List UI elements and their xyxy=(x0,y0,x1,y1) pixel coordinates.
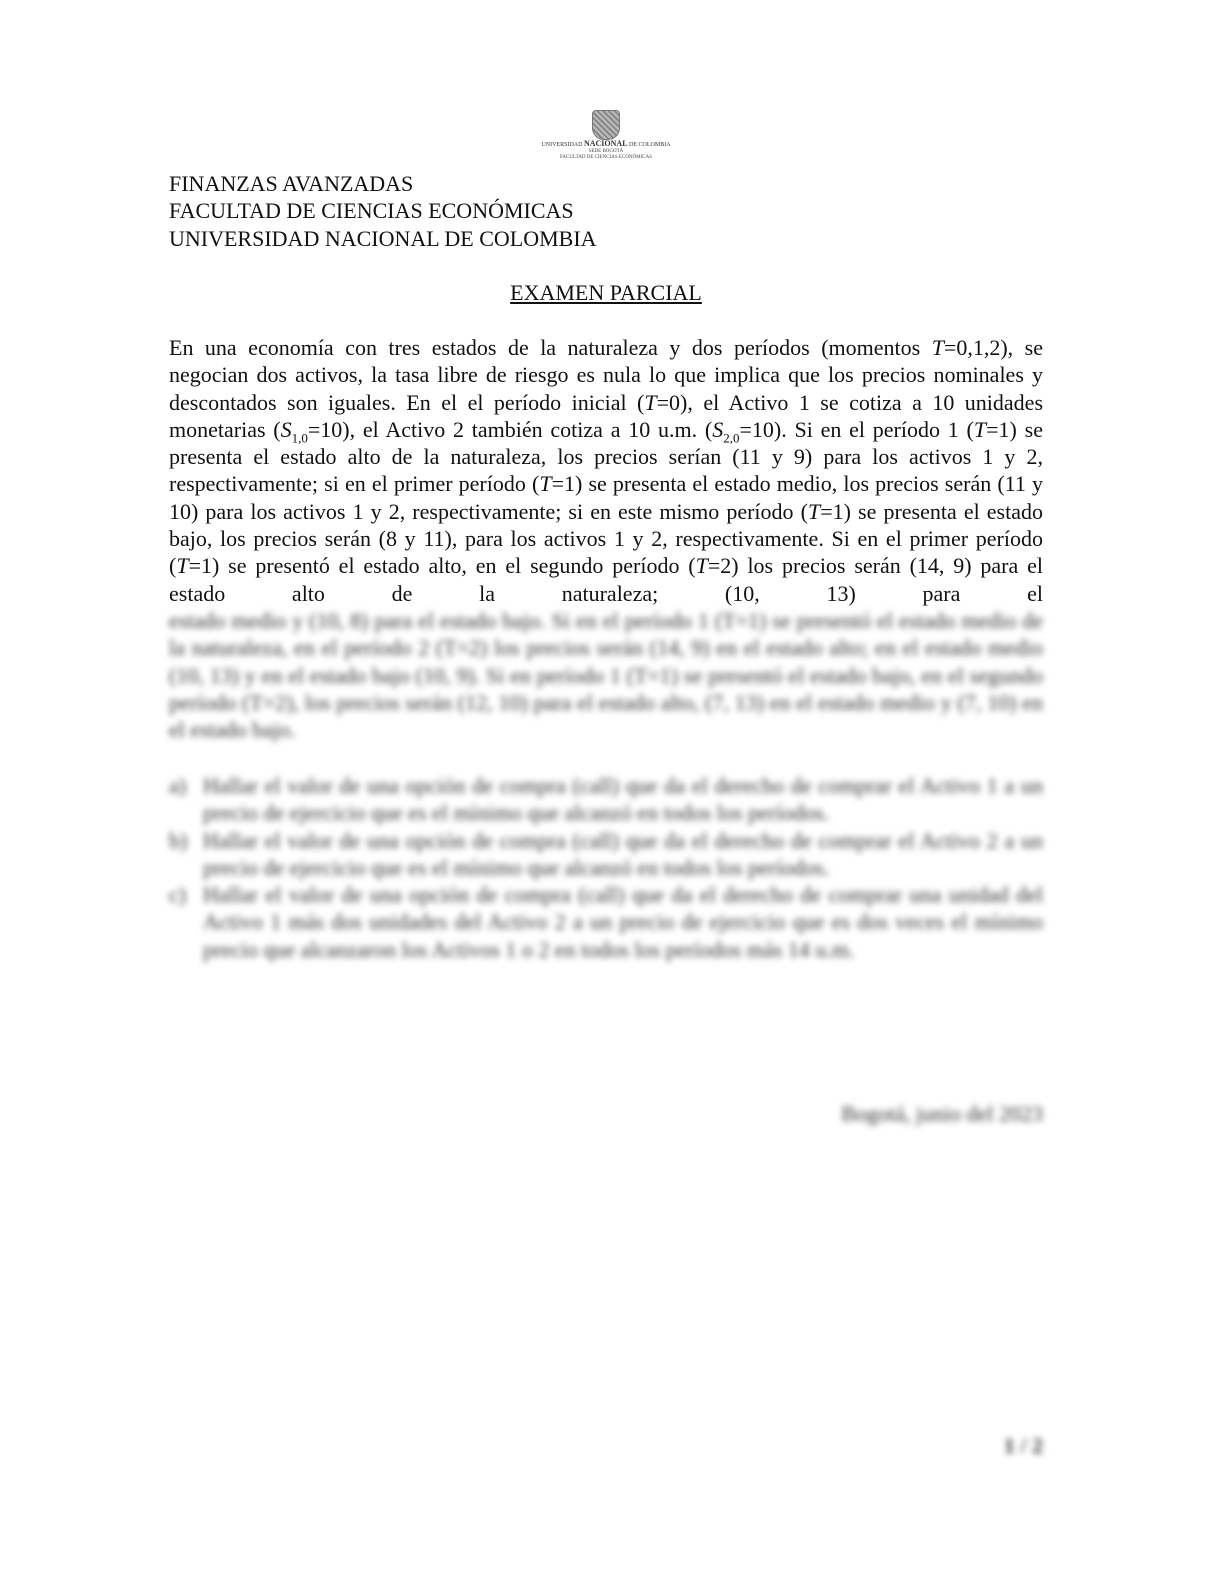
exam-title-text: EXAMEN PARCIAL xyxy=(510,280,702,305)
problem-statement-blurred: estado medio y (10, 8) para el estado bajo. Si en el período 1 (T=1) se presentó el estado medio de la naturaleza, en el período 2 (T=2) los precios serán (14, 9) en el estado alto; en el estado medio (10, 13) y en el estado bajo (10, 9). Si en período 1 (T=1) se presentó el estado bajo, en el segundo período (T=2), los precios serán (12, 10) para el estado alto, (7, 13) en el estado medio y (7, 10) en el estado bajo. xyxy=(169,607,1043,743)
text: =1) se presentó el estado alto, en el segundo período ( xyxy=(188,553,696,579)
problem-statement xyxy=(169,334,1043,743)
page-number: 1 / 2 xyxy=(1003,1433,1043,1458)
university-seal-icon xyxy=(592,110,620,140)
var-s: S xyxy=(712,416,724,442)
text: En una economía con tres estados de la naturaleza y dos períodos (momentos xyxy=(169,335,932,360)
var-t: T xyxy=(973,416,987,442)
text: =0,1,2), se negocian dos activos, la tasa libre de riesgo es nula lo que implica que los precios nominales y descontados son iguales. En el el período inicial ( xyxy=(169,335,1043,415)
university-logo xyxy=(540,110,672,166)
question-label: a) xyxy=(169,773,187,798)
logo-main: NACIONAL xyxy=(583,139,628,148)
document-date: Bogotá, junio del 2023 xyxy=(841,1101,1043,1126)
question-item xyxy=(169,772,1043,827)
var-s: S xyxy=(280,416,292,442)
problem-statement-visible xyxy=(169,334,1043,607)
text: =0), el Activo 1 se cotiza a 10 unidades monetarias ( xyxy=(169,389,1043,442)
var-t: T xyxy=(931,335,944,360)
question-label: c) xyxy=(169,882,187,908)
question-item xyxy=(169,827,1043,882)
var-t: T xyxy=(807,498,821,524)
text: =1) se presenta el estado bajo, los precios serán (8 y 11), para los activos 1 y 2, respectivamente. Si en el primer período ( xyxy=(169,498,1043,579)
text: =1) se presenta el estado alto de la naturaleza, los precios serían (11 y 9) para los activos 1 y 2, respectivamente; si en el primer período ( xyxy=(169,416,1043,497)
logo-prefix: UNIVERSIDAD xyxy=(541,142,583,148)
text: =1) se presenta el estado medio, los precios serán (11 y 10) para los activos 1 y 2, respectivamente; si en este mismo período ( xyxy=(169,471,1043,524)
subscript: 1,0 xyxy=(291,430,308,446)
university-name: UNIVERSIDAD NACIONAL DE COLOMBIA xyxy=(169,225,597,251)
course-name: FINANZAS AVANZADAS xyxy=(169,171,414,196)
question-label: b) xyxy=(169,827,188,853)
logo-campus: SEDE BOGOTÁ xyxy=(588,149,624,154)
text: =2) los precios serán (14, 9) para el estado alto de la naturaleza; (10, 13) para el xyxy=(169,553,1043,606)
text: =10). Si en el período 1 ( xyxy=(739,416,974,442)
question-item xyxy=(169,881,1043,963)
logo-faculty: FACULTAD DE CIENCIAS ECONÓMICAS xyxy=(560,155,652,160)
logo-suffix: DE COLOMBIA xyxy=(629,142,671,148)
exam-title xyxy=(169,279,1043,306)
question-text: Hallar el valor de una opción de compra (call) que da el derecho de comprar una unidad del Activo 1 más dos unidades del Activo 2 a un precio de ejercicio que es dos veces el mínimo precio que alcanzaron los Activos 1 o 2 en todos los períodos más 14 u.m. xyxy=(203,882,1043,962)
var-t: T xyxy=(539,471,552,497)
question-text: Hallar el valor de una opción de compra (call) que da el derecho de comprar el Activo 1 a un precio de ejercicio que es el mínimo que alcanzó en todos los períodos. xyxy=(203,773,1043,826)
subscript: 2,0 xyxy=(723,430,740,446)
logo-university-name xyxy=(540,140,672,149)
var-t: T xyxy=(176,553,189,579)
question-list xyxy=(169,772,1043,963)
document-header xyxy=(169,170,597,252)
question-text: Hallar el valor de una opción de compra (call) que da el derecho de comprar el Activo 2 a un precio de ejercicio que es el mínimo que alcanzó en todos los períodos. xyxy=(203,827,1043,880)
text: =10), el Activo 2 también cotiza a 10 u.m. ( xyxy=(307,416,713,442)
faculty-name: FACULTAD DE CIENCIAS ECONÓMICAS xyxy=(169,198,574,224)
var-t: T xyxy=(644,389,657,415)
var-t: T xyxy=(695,553,708,579)
